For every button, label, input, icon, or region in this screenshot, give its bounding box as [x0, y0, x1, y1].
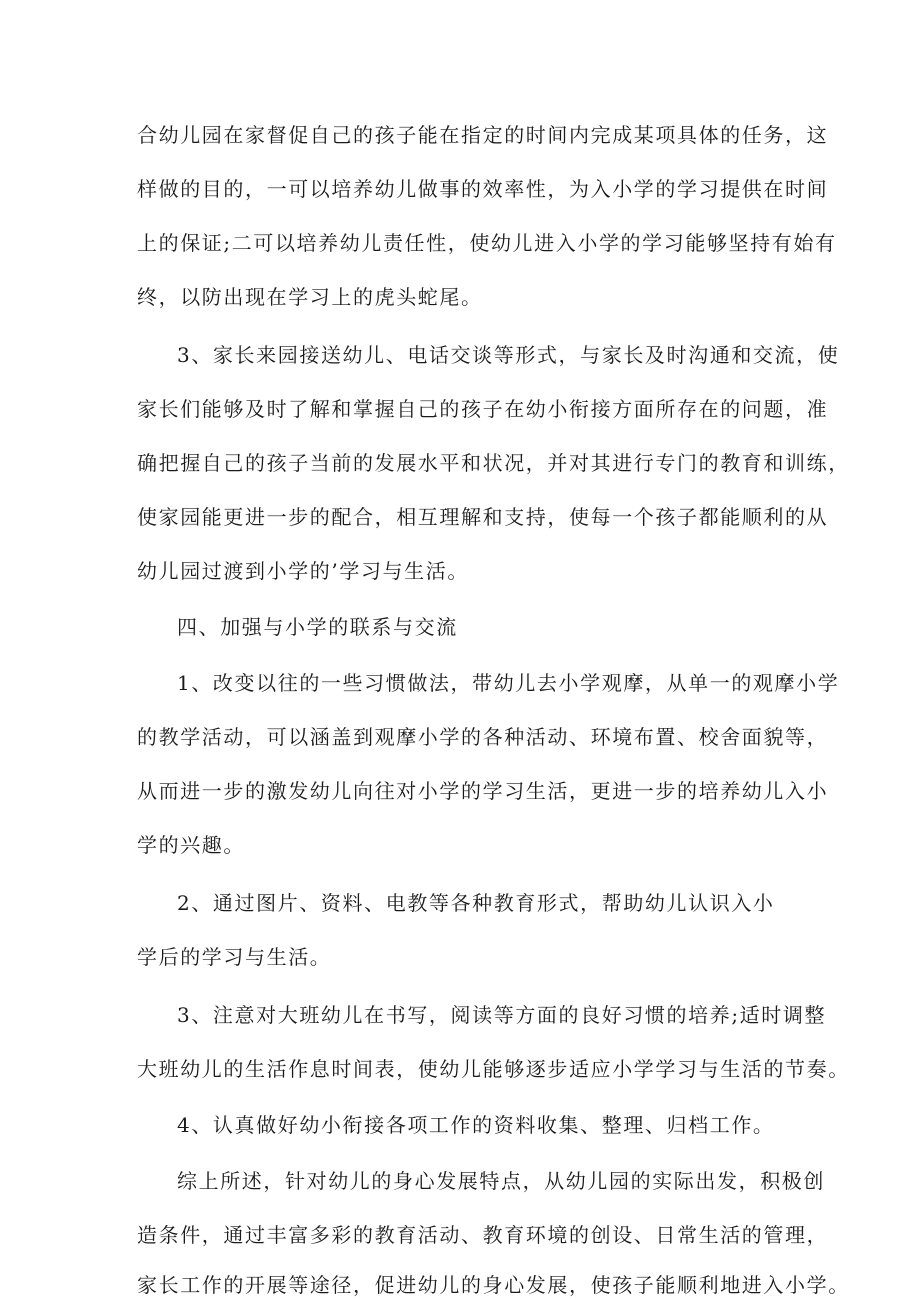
text-line: 2、通过图片、资料、电教等各种教育形式，帮助幼儿认识入小	[177, 891, 775, 915]
text-line: 大班幼儿的生活作息时间表，使幼儿能够逐步适应小学学习与生活的节奏。	[137, 1057, 850, 1081]
text-line: 学的兴趣。	[137, 833, 245, 857]
text-line: 综上所述，针对幼儿的身心发展特点，从幼儿园的实际出发，积极创	[177, 1169, 825, 1193]
text-line: 3、家长来园接送幼儿、电话交谈等形式，与家长及时沟通和交流，使	[177, 343, 840, 367]
text-line: 学后的学习与生活。	[137, 945, 332, 969]
text-line: 终，以防出现在学习上的虎头蛇尾。	[137, 285, 483, 309]
text-line: 合幼儿园在家督促自己的孩子能在指定的时间内完成某项具体的任务，这	[137, 123, 829, 147]
text-line: 的教学活动，可以涵盖到观摩小学的各种活动、环境布置、校舍面貌等，	[137, 725, 829, 749]
text-line: 上的保证;二可以培养幼儿责任性，使幼儿进入小学的学习能够坚持有始有	[137, 231, 837, 255]
text-line: 从而进一步的激发幼儿向往对小学的学习生活，更进一步的培养幼儿入小	[137, 779, 829, 803]
text-line: 使家园能更进一步的配合，相互理解和支持，使每一个孩子都能顺利的从	[137, 505, 829, 529]
text-line: 4、认真做好幼小衔接各项工作的资料收集、整理、归档工作。	[177, 1113, 775, 1137]
text-line: 3、注意对大班幼儿在书写，阅读等方面的良好习惯的培养;适时调整	[177, 1003, 827, 1027]
text-line: 家长工作的开展等途径，促进幼儿的身心发展，使孩子能顺利地进入小学。	[137, 1273, 850, 1297]
text-line: 造条件，通过丰富多彩的教育活动、教育环境的创设、日常生活的管理，	[137, 1223, 829, 1247]
text-line: 家长们能够及时了解和掌握自己的孩子在幼小衔接方面所存在的问题，准	[137, 397, 829, 421]
section-heading: 四、加强与小学的联系与交流	[177, 615, 458, 639]
text-line: 确把握自己的孩子当前的发展水平和状况，并对其进行专门的教育和训练，	[137, 451, 850, 475]
text-line: 1、改变以往的一些习惯做法，带幼儿去小学观摩，从单一的观摩小学	[177, 671, 840, 695]
text-line: 样做的目的，一可以培养幼儿做事的效率性，为入小学的学习提供在时间	[137, 177, 829, 201]
text-line: 幼儿园过渡到小学的’学习与生活。	[137, 559, 469, 583]
